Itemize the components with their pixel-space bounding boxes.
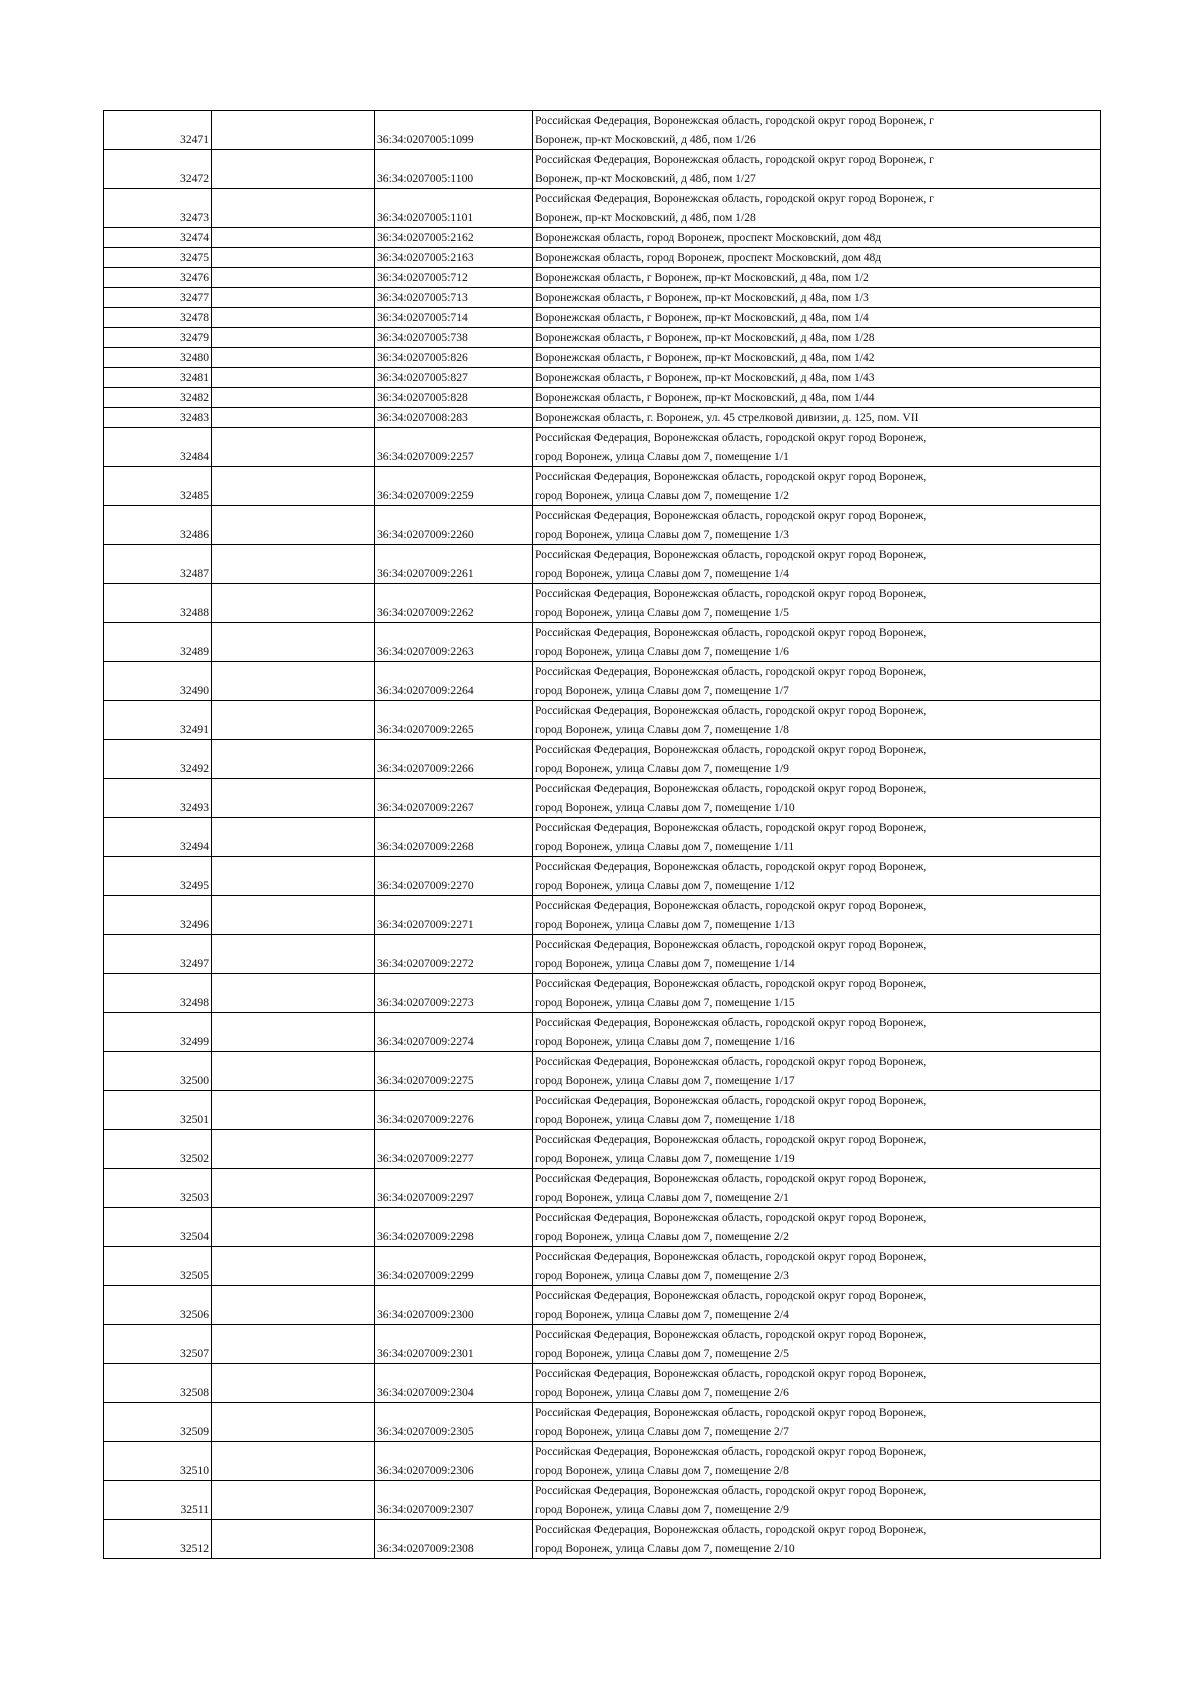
address-line: Воронежская область, г Воронеж, пр-кт Московский, д 48а, пом 1/42 xyxy=(535,351,875,364)
address-line: Воронеж, пр-кт Московский, д 48б, пом 1/26 xyxy=(535,133,756,146)
address-cell xyxy=(533,388,1101,408)
address-line: Российская Федерация, Воронежская область, городской округ город Воронеж, xyxy=(535,626,927,639)
cadastral-number: 36:34:0207009:2270 xyxy=(375,857,533,896)
table-row xyxy=(104,228,1101,248)
address-cell xyxy=(533,779,1101,818)
address-cell xyxy=(533,189,1101,228)
address-cell xyxy=(533,1169,1101,1208)
address-cell xyxy=(533,896,1101,935)
cadastral-number: 36:34:0207009:2274 xyxy=(375,1013,533,1052)
address-cell xyxy=(533,701,1101,740)
cadastral-number: 36:34:0207009:2271 xyxy=(375,896,533,935)
empty-cell xyxy=(212,1403,375,1442)
address-line: город Воронеж, улица Славы дом 7, помещение 1/9 xyxy=(535,762,789,775)
table-row xyxy=(104,388,1101,408)
table-row xyxy=(104,1247,1101,1286)
row-number: 32498 xyxy=(104,974,212,1013)
table-row xyxy=(104,779,1101,818)
cadastral-number: 36:34:0207009:2267 xyxy=(375,779,533,818)
empty-cell xyxy=(212,1091,375,1130)
table-row xyxy=(104,1208,1101,1247)
address-cell xyxy=(533,408,1101,428)
address-cell xyxy=(533,857,1101,896)
cadastral-number: 36:34:0207005:826 xyxy=(375,348,533,368)
row-number: 32503 xyxy=(104,1169,212,1208)
row-number: 32504 xyxy=(104,1208,212,1247)
address-cell xyxy=(533,368,1101,388)
address-line: город Воронеж, улица Славы дом 7, помещение 2/6 xyxy=(535,1386,789,1399)
address-line: Российская Федерация, Воронежская область, городской округ город Воронеж, xyxy=(535,431,927,444)
row-number: 32471 xyxy=(104,111,212,150)
empty-cell xyxy=(212,818,375,857)
cadastral-number: 36:34:0207009:2262 xyxy=(375,584,533,623)
cadastral-number: 36:34:0207005:738 xyxy=(375,328,533,348)
table-row xyxy=(104,506,1101,545)
address-line: Воронеж, пр-кт Московский, д 48б, пом 1/28 xyxy=(535,211,756,224)
address-line: город Воронеж, улица Славы дом 7, помещение 2/9 xyxy=(535,1503,789,1516)
table-row xyxy=(104,308,1101,328)
row-number: 32509 xyxy=(104,1403,212,1442)
address-line: Российская Федерация, Воронежская область, городской округ город Воронеж, г xyxy=(535,153,934,166)
address-line: город Воронеж, улица Славы дом 7, помещение 1/18 xyxy=(535,1113,795,1126)
empty-cell xyxy=(212,228,375,248)
empty-cell xyxy=(212,779,375,818)
address-line: Российская Федерация, Воронежская область, городской округ город Воронеж, xyxy=(535,1250,927,1263)
empty-cell xyxy=(212,701,375,740)
cadastral-number: 36:34:0207009:2266 xyxy=(375,740,533,779)
address-cell xyxy=(533,1364,1101,1403)
empty-cell xyxy=(212,1247,375,1286)
address-cell xyxy=(533,1013,1101,1052)
row-number: 32478 xyxy=(104,308,212,328)
empty-cell xyxy=(212,248,375,268)
row-number: 32477 xyxy=(104,288,212,308)
row-number: 32479 xyxy=(104,328,212,348)
row-number: 32472 xyxy=(104,150,212,189)
table-row xyxy=(104,328,1101,348)
cadastral-number: 36:34:0207009:2268 xyxy=(375,818,533,857)
cadastral-number: 36:34:0207005:714 xyxy=(375,308,533,328)
address-cell xyxy=(533,740,1101,779)
address-cell xyxy=(533,1286,1101,1325)
address-line: город Воронеж, улица Славы дом 7, помещение 2/1 xyxy=(535,1191,789,1204)
address-line: Российская Федерация, Воронежская область, городской округ город Воронеж, xyxy=(535,665,927,678)
empty-cell xyxy=(212,1130,375,1169)
empty-cell xyxy=(212,1052,375,1091)
address-cell xyxy=(533,288,1101,308)
address-line: Воронежская область, г Воронеж, пр-кт Московский, д 48а, пом 1/28 xyxy=(535,331,875,344)
address-line: Российская Федерация, Воронежская область, городской округ город Воронеж, xyxy=(535,743,927,756)
row-number: 32501 xyxy=(104,1091,212,1130)
table-row xyxy=(104,1286,1101,1325)
address-line: город Воронеж, улица Славы дом 7, помещение 1/11 xyxy=(535,840,795,853)
cadastral-number: 36:34:0207009:2263 xyxy=(375,623,533,662)
empty-cell xyxy=(212,1013,375,1052)
row-number: 32491 xyxy=(104,701,212,740)
cadastral-number: 36:34:0207009:2308 xyxy=(375,1520,533,1559)
row-number: 32500 xyxy=(104,1052,212,1091)
row-number: 32489 xyxy=(104,623,212,662)
table-row xyxy=(104,268,1101,288)
address-line: Российская Федерация, Воронежская область, городской округ город Воронеж, xyxy=(535,1523,927,1536)
table-row xyxy=(104,623,1101,662)
empty-cell xyxy=(212,328,375,348)
empty-cell xyxy=(212,308,375,328)
address-line: Российская Федерация, Воронежская область, городской округ город Воронеж, xyxy=(535,1211,927,1224)
table-row xyxy=(104,348,1101,368)
address-cell xyxy=(533,935,1101,974)
address-line: Воронежская область, город Воронеж, проспект Московский, дом 48д xyxy=(535,231,882,244)
address-cell xyxy=(533,662,1101,701)
cadastral-number: 36:34:0207009:2300 xyxy=(375,1286,533,1325)
empty-cell xyxy=(212,1169,375,1208)
address-line: город Воронеж, улица Славы дом 7, помещение 1/12 xyxy=(535,879,795,892)
row-number: 32508 xyxy=(104,1364,212,1403)
address-line: город Воронеж, улица Славы дом 7, помещение 1/10 xyxy=(535,801,795,814)
address-line: город Воронеж, улица Славы дом 7, помещение 2/10 xyxy=(535,1542,795,1555)
address-line: город Воронеж, улица Славы дом 7, помещение 1/4 xyxy=(535,567,789,580)
table-row xyxy=(104,545,1101,584)
empty-cell xyxy=(212,857,375,896)
address-cell xyxy=(533,467,1101,506)
empty-cell xyxy=(212,111,375,150)
cadastral-number: 36:34:0207009:2261 xyxy=(375,545,533,584)
empty-cell xyxy=(212,268,375,288)
address-line: Российская Федерация, Воронежская область, городской округ город Воронеж, xyxy=(535,1484,927,1497)
table-row xyxy=(104,248,1101,268)
property-register-table xyxy=(103,110,1101,1559)
row-number: 32490 xyxy=(104,662,212,701)
address-line: Российская Федерация, Воронежская область, городской округ город Воронеж, г xyxy=(535,192,934,205)
address-cell xyxy=(533,545,1101,584)
address-line: Российская Федерация, Воронежская область, городской округ город Воронеж, xyxy=(535,509,927,522)
address-line: город Воронеж, улица Славы дом 7, помещение 2/8 xyxy=(535,1464,789,1477)
address-cell xyxy=(533,111,1101,150)
address-line: город Воронеж, улица Славы дом 7, помещение 1/8 xyxy=(535,723,789,736)
table-row xyxy=(104,740,1101,779)
empty-cell xyxy=(212,662,375,701)
row-number: 32483 xyxy=(104,408,212,428)
address-line: Воронежская область, г Воронеж, пр-кт Московский, д 48а, пом 1/3 xyxy=(535,291,869,304)
address-cell xyxy=(533,1403,1101,1442)
empty-cell xyxy=(212,623,375,662)
table-row xyxy=(104,584,1101,623)
address-line: Российская Федерация, Воронежская область, городской округ город Воронеж, xyxy=(535,704,927,717)
address-line: город Воронеж, улица Славы дом 7, помещение 1/6 xyxy=(535,645,789,658)
table-row xyxy=(104,368,1101,388)
address-line: Российская Федерация, Воронежская область, городской округ город Воронеж, xyxy=(535,1094,927,1107)
address-line: Российская Федерация, Воронежская область, городской округ город Воронеж, xyxy=(535,977,927,990)
table-row xyxy=(104,1325,1101,1364)
cadastral-number: 36:34:0207005:1101 xyxy=(375,189,533,228)
table-row xyxy=(104,1364,1101,1403)
cadastral-number: 36:34:0207005:2162 xyxy=(375,228,533,248)
address-line: Воронежская область, г Воронеж, пр-кт Московский, д 48а, пом 1/43 xyxy=(535,371,875,384)
address-line: Воронежская область, г Воронеж, пр-кт Московский, д 48а, пом 1/4 xyxy=(535,311,869,324)
empty-cell xyxy=(212,467,375,506)
empty-cell xyxy=(212,974,375,1013)
cadastral-number: 36:34:0207009:2275 xyxy=(375,1052,533,1091)
row-number: 32480 xyxy=(104,348,212,368)
address-line: город Воронеж, улица Славы дом 7, помещение 2/5 xyxy=(535,1347,789,1360)
row-number: 32487 xyxy=(104,545,212,584)
address-line: Российская Федерация, Воронежская область, городской округ город Воронеж, xyxy=(535,821,927,834)
address-cell xyxy=(533,228,1101,248)
address-line: Российская Федерация, Воронежская область, городской округ город Воронеж, xyxy=(535,1289,927,1302)
empty-cell xyxy=(212,896,375,935)
address-line: город Воронеж, улица Славы дом 7, помещение 1/19 xyxy=(535,1152,795,1165)
address-line: Российская Федерация, Воронежская область, городской округ город Воронеж, xyxy=(535,1016,927,1029)
row-number: 32502 xyxy=(104,1130,212,1169)
table-row xyxy=(104,467,1101,506)
cadastral-number: 36:34:0207009:2265 xyxy=(375,701,533,740)
table-row xyxy=(104,818,1101,857)
table-row xyxy=(104,1403,1101,1442)
empty-cell xyxy=(212,150,375,189)
table-row xyxy=(104,857,1101,896)
table-row xyxy=(104,1013,1101,1052)
address-line: Воронежская область, город Воронеж, проспект Московский, дом 48д xyxy=(535,251,882,264)
row-number: 32481 xyxy=(104,368,212,388)
cadastral-number: 36:34:0207005:1100 xyxy=(375,150,533,189)
table-row xyxy=(104,896,1101,935)
row-number: 32510 xyxy=(104,1442,212,1481)
cadastral-number: 36:34:0207009:2276 xyxy=(375,1091,533,1130)
address-line: Российская Федерация, Воронежская область, городской округ город Воронеж, xyxy=(535,1367,927,1380)
cadastral-number: 36:34:0207005:828 xyxy=(375,388,533,408)
cadastral-number: 36:34:0207009:2272 xyxy=(375,935,533,974)
row-number: 32506 xyxy=(104,1286,212,1325)
address-line: Российская Федерация, Воронежская область, городской округ город Воронеж, xyxy=(535,1172,927,1185)
row-number: 32494 xyxy=(104,818,212,857)
address-cell xyxy=(533,150,1101,189)
table-row xyxy=(104,189,1101,228)
cadastral-number: 36:34:0207009:2304 xyxy=(375,1364,533,1403)
table-row xyxy=(104,428,1101,467)
cadastral-number: 36:34:0207009:2273 xyxy=(375,974,533,1013)
address-cell xyxy=(533,248,1101,268)
empty-cell xyxy=(212,428,375,467)
row-number: 32505 xyxy=(104,1247,212,1286)
address-line: Российская Федерация, Воронежская область, городской округ город Воронеж, xyxy=(535,938,927,951)
table-row xyxy=(104,974,1101,1013)
address-line: город Воронеж, улица Славы дом 7, помещение 1/5 xyxy=(535,606,789,619)
cadastral-number: 36:34:0207005:712 xyxy=(375,268,533,288)
table-row xyxy=(104,111,1101,150)
table-row xyxy=(104,1520,1101,1559)
table-row xyxy=(104,1091,1101,1130)
address-line: Российская Федерация, Воронежская область, городской округ город Воронеж, xyxy=(535,1445,927,1458)
address-line: Российская Федерация, Воронежская область, городской округ город Воронеж, xyxy=(535,1055,927,1068)
address-line: Российская Федерация, Воронежская область, городской округ город Воронеж, xyxy=(535,548,927,561)
address-line: город Воронеж, улица Славы дом 7, помещение 1/7 xyxy=(535,684,789,697)
row-number: 32499 xyxy=(104,1013,212,1052)
address-cell xyxy=(533,1442,1101,1481)
address-line: город Воронеж, улица Славы дом 7, помещение 1/2 xyxy=(535,489,789,502)
empty-cell xyxy=(212,740,375,779)
empty-cell xyxy=(212,1520,375,1559)
row-number: 32476 xyxy=(104,268,212,288)
row-number: 32511 xyxy=(104,1481,212,1520)
row-number: 32484 xyxy=(104,428,212,467)
empty-cell xyxy=(212,1364,375,1403)
address-cell xyxy=(533,506,1101,545)
table-row xyxy=(104,150,1101,189)
empty-cell xyxy=(212,1208,375,1247)
empty-cell xyxy=(212,1481,375,1520)
cadastral-number: 36:34:0207009:2277 xyxy=(375,1130,533,1169)
row-number: 32507 xyxy=(104,1325,212,1364)
address-cell xyxy=(533,1052,1101,1091)
address-line: Российская Федерация, Воронежская область, городской округ город Воронеж, г xyxy=(535,114,934,127)
address-line: Российская Федерация, Воронежская область, городской округ город Воронеж, xyxy=(535,860,927,873)
address-cell xyxy=(533,308,1101,328)
cadastral-number: 36:34:0207005:827 xyxy=(375,368,533,388)
address-line: Российская Федерация, Воронежская область, городской округ город Воронеж, xyxy=(535,1328,927,1341)
row-number: 32475 xyxy=(104,248,212,268)
cadastral-number: 36:34:0207009:2260 xyxy=(375,506,533,545)
empty-cell xyxy=(212,189,375,228)
empty-cell xyxy=(212,348,375,368)
table-row xyxy=(104,1442,1101,1481)
address-line: Воронеж, пр-кт Московский, д 48б, пом 1/27 xyxy=(535,172,756,185)
row-number: 32492 xyxy=(104,740,212,779)
cadastral-number: 36:34:0207009:2299 xyxy=(375,1247,533,1286)
address-line: город Воронеж, улица Славы дом 7, помещение 1/16 xyxy=(535,1035,795,1048)
table-row xyxy=(104,701,1101,740)
address-line: Воронежская область, г. Воронеж, ул. 45 стрелковой дивизии, д. 125, пом. VII xyxy=(535,411,919,424)
row-number: 32493 xyxy=(104,779,212,818)
cadastral-number: 36:34:0207009:2301 xyxy=(375,1325,533,1364)
address-line: Российская Федерация, Воронежская область, городской округ город Воронеж, xyxy=(535,1133,927,1146)
cadastral-number: 36:34:0207009:2257 xyxy=(375,428,533,467)
address-cell xyxy=(533,974,1101,1013)
cadastral-number: 36:34:0207009:2264 xyxy=(375,662,533,701)
address-cell xyxy=(533,1208,1101,1247)
row-number: 32495 xyxy=(104,857,212,896)
address-line: город Воронеж, улица Славы дом 7, помещение 2/2 xyxy=(535,1230,789,1243)
row-number: 32486 xyxy=(104,506,212,545)
empty-cell xyxy=(212,408,375,428)
cadastral-number: 36:34:0207005:713 xyxy=(375,288,533,308)
document-page xyxy=(103,110,1100,1559)
address-cell xyxy=(533,1481,1101,1520)
address-cell xyxy=(533,328,1101,348)
row-number: 32496 xyxy=(104,896,212,935)
cadastral-number: 36:34:0207009:2305 xyxy=(375,1403,533,1442)
address-cell xyxy=(533,1325,1101,1364)
empty-cell xyxy=(212,1286,375,1325)
address-line: город Воронеж, улица Славы дом 7, помещение 2/3 xyxy=(535,1269,789,1282)
table-row xyxy=(104,1052,1101,1091)
table-row xyxy=(104,1130,1101,1169)
cadastral-number: 36:34:0207009:2298 xyxy=(375,1208,533,1247)
empty-cell xyxy=(212,584,375,623)
table-row xyxy=(104,935,1101,974)
address-cell xyxy=(533,268,1101,288)
address-cell xyxy=(533,348,1101,368)
address-line: город Воронеж, улица Славы дом 7, помещение 1/13 xyxy=(535,918,795,931)
row-number: 32482 xyxy=(104,388,212,408)
address-line: Российская Федерация, Воронежская область, городской округ город Воронеж, xyxy=(535,1406,927,1419)
table-row xyxy=(104,288,1101,308)
address-line: город Воронеж, улица Славы дом 7, помещение 1/14 xyxy=(535,957,795,970)
address-cell xyxy=(533,1520,1101,1559)
address-line: город Воронеж, улица Славы дом 7, помещение 2/4 xyxy=(535,1308,789,1321)
cadastral-number: 36:34:0207009:2306 xyxy=(375,1442,533,1481)
address-line: Воронежская область, г Воронеж, пр-кт Московский, д 48а, пом 1/44 xyxy=(535,391,875,404)
empty-cell xyxy=(212,1442,375,1481)
address-cell xyxy=(533,623,1101,662)
address-line: Российская Федерация, Воронежская область, городской округ город Воронеж, xyxy=(535,587,927,600)
row-number: 32488 xyxy=(104,584,212,623)
table-row xyxy=(104,1169,1101,1208)
empty-cell xyxy=(212,388,375,408)
address-cell xyxy=(533,428,1101,467)
row-number: 32485 xyxy=(104,467,212,506)
empty-cell xyxy=(212,288,375,308)
row-number: 32474 xyxy=(104,228,212,248)
table-body xyxy=(104,111,1101,1559)
address-line: город Воронеж, улица Славы дом 7, помещение 1/17 xyxy=(535,1074,795,1087)
cadastral-number: 36:34:0207009:2307 xyxy=(375,1481,533,1520)
empty-cell xyxy=(212,368,375,388)
empty-cell xyxy=(212,1325,375,1364)
address-cell xyxy=(533,1130,1101,1169)
empty-cell xyxy=(212,935,375,974)
address-line: город Воронеж, улица Славы дом 7, помещение 1/15 xyxy=(535,996,795,1009)
address-cell xyxy=(533,1091,1101,1130)
row-number: 32473 xyxy=(104,189,212,228)
address-line: город Воронеж, улица Славы дом 7, помещение 1/1 xyxy=(535,450,789,463)
cadastral-number: 36:34:0207005:2163 xyxy=(375,248,533,268)
address-line: Российская Федерация, Воронежская область, городской округ город Воронеж, xyxy=(535,899,927,912)
table-row xyxy=(104,1481,1101,1520)
table-row xyxy=(104,408,1101,428)
row-number: 32497 xyxy=(104,935,212,974)
address-cell xyxy=(533,1247,1101,1286)
cadastral-number: 36:34:0207008:283 xyxy=(375,408,533,428)
address-line: город Воронеж, улица Славы дом 7, помещение 1/3 xyxy=(535,528,789,541)
address-line: Воронежская область, г Воронеж, пр-кт Московский, д 48а, пом 1/2 xyxy=(535,271,869,284)
cadastral-number: 36:34:0207009:2259 xyxy=(375,467,533,506)
cadastral-number: 36:34:0207009:2297 xyxy=(375,1169,533,1208)
row-number: 32512 xyxy=(104,1520,212,1559)
cadastral-number: 36:34:0207005:1099 xyxy=(375,111,533,150)
empty-cell xyxy=(212,506,375,545)
empty-cell xyxy=(212,545,375,584)
table-row xyxy=(104,662,1101,701)
address-cell xyxy=(533,584,1101,623)
address-cell xyxy=(533,818,1101,857)
address-line: Российская Федерация, Воронежская область, городской округ город Воронеж, xyxy=(535,782,927,795)
address-line: Российская Федерация, Воронежская область, городской округ город Воронеж, xyxy=(535,470,927,483)
address-line: город Воронеж, улица Славы дом 7, помещение 2/7 xyxy=(535,1425,789,1438)
